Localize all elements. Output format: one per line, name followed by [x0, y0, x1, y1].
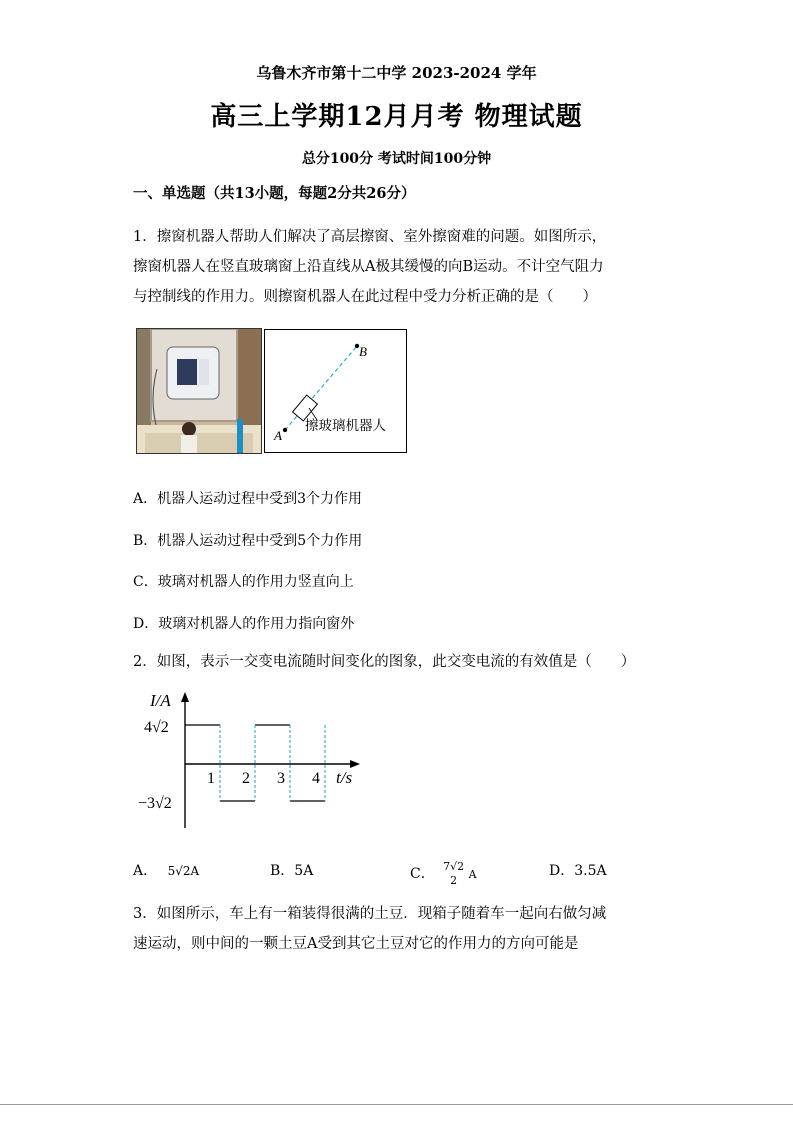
- q2-option-c[interactable]: [410, 860, 477, 888]
- question-1: [133, 222, 673, 312]
- top-value-label: 4√2: [144, 719, 169, 736]
- school-year-header: 乌鲁木齐市第十二中学 2023-2024 学年: [256, 64, 537, 82]
- tick-label-1: 1: [207, 770, 215, 787]
- q1-option-a[interactable]: A．机器人运动过程中受到3个力作用: [133, 491, 363, 507]
- tick-label-2: 2: [242, 770, 250, 787]
- q2-option-c-unit: A: [468, 868, 477, 881]
- page-bottom-divider: [0, 1104, 793, 1105]
- robot-label: 擦玻璃机器人: [305, 418, 386, 434]
- point-b-label: B: [359, 344, 367, 359]
- x-axis-label: t/s: [336, 768, 353, 787]
- q2-option-c-fraction: [443, 860, 464, 888]
- tick-label-4: 4: [312, 770, 320, 787]
- q1-option-c[interactable]: C．玻璃对机器人的作用力竖直向上: [133, 574, 354, 590]
- tick-label-3: 3: [277, 770, 285, 787]
- question-1-line: 擦窗机器人在竖直玻璃窗上沿直线从A极其缓慢的向B运动。不计空气阻力: [133, 259, 604, 275]
- y-axis-label: I/A: [150, 691, 171, 710]
- exam-info: 总分100分 考试时间100分钟: [301, 151, 492, 167]
- q2-option-c-denominator: 2: [450, 874, 458, 887]
- q2-option-c-numerator: 7√2: [443, 860, 465, 873]
- q1-option-d[interactable]: D．玻璃对机器人的作用力指向窗外: [133, 616, 355, 632]
- question-3-line: 3．如图所示，车上有一箱装得很满的土豆．现箱子随着车一起向右做匀减: [133, 906, 607, 922]
- current-graph-svg: [130, 688, 370, 833]
- q2-option-a-value: 5√2A: [167, 864, 200, 878]
- window-robot-photo: [136, 328, 262, 454]
- q2-option-c-prefix: C．: [410, 866, 435, 882]
- bottom-value-label: −3√2: [138, 795, 172, 812]
- question-3-line: 速运动，则中间的一颗土豆A受到其它土豆对它的作用力的方向可能是: [133, 936, 579, 952]
- current-time-graph: [130, 688, 370, 833]
- q2-option-a-prefix: A．: [133, 863, 158, 879]
- section-heading: 一、单选题（共13小题，每题2分共26分）: [133, 185, 416, 202]
- q2-option-b[interactable]: B．5A: [270, 863, 314, 879]
- question-1-line: 1．擦窗机器人帮助人们解决了高层擦窗、室外擦窗难的问题。如图所示，: [133, 229, 607, 245]
- exam-title: 高三上学期12月月考 物理试题: [210, 102, 583, 132]
- q2-option-a[interactable]: [133, 860, 199, 880]
- q2-option-d[interactable]: D．3.5A: [549, 863, 607, 879]
- q1-option-b[interactable]: B．机器人运动过程中受到5个力作用: [133, 533, 363, 549]
- window-robot-photo-image: [137, 329, 261, 453]
- robot-path-diagram: [264, 329, 407, 453]
- robot-path-svg: [265, 330, 406, 452]
- question-1-line: 与控制线的作用力。则擦窗机器人在此过程中受力分析正确的是（ ）: [133, 289, 597, 305]
- point-a-label: A: [274, 428, 282, 443]
- question-2: 2．如图，表示一交变电流随时间变化的图象，此交变电流的有效值是（ ）: [133, 654, 636, 670]
- question-3: [133, 899, 673, 959]
